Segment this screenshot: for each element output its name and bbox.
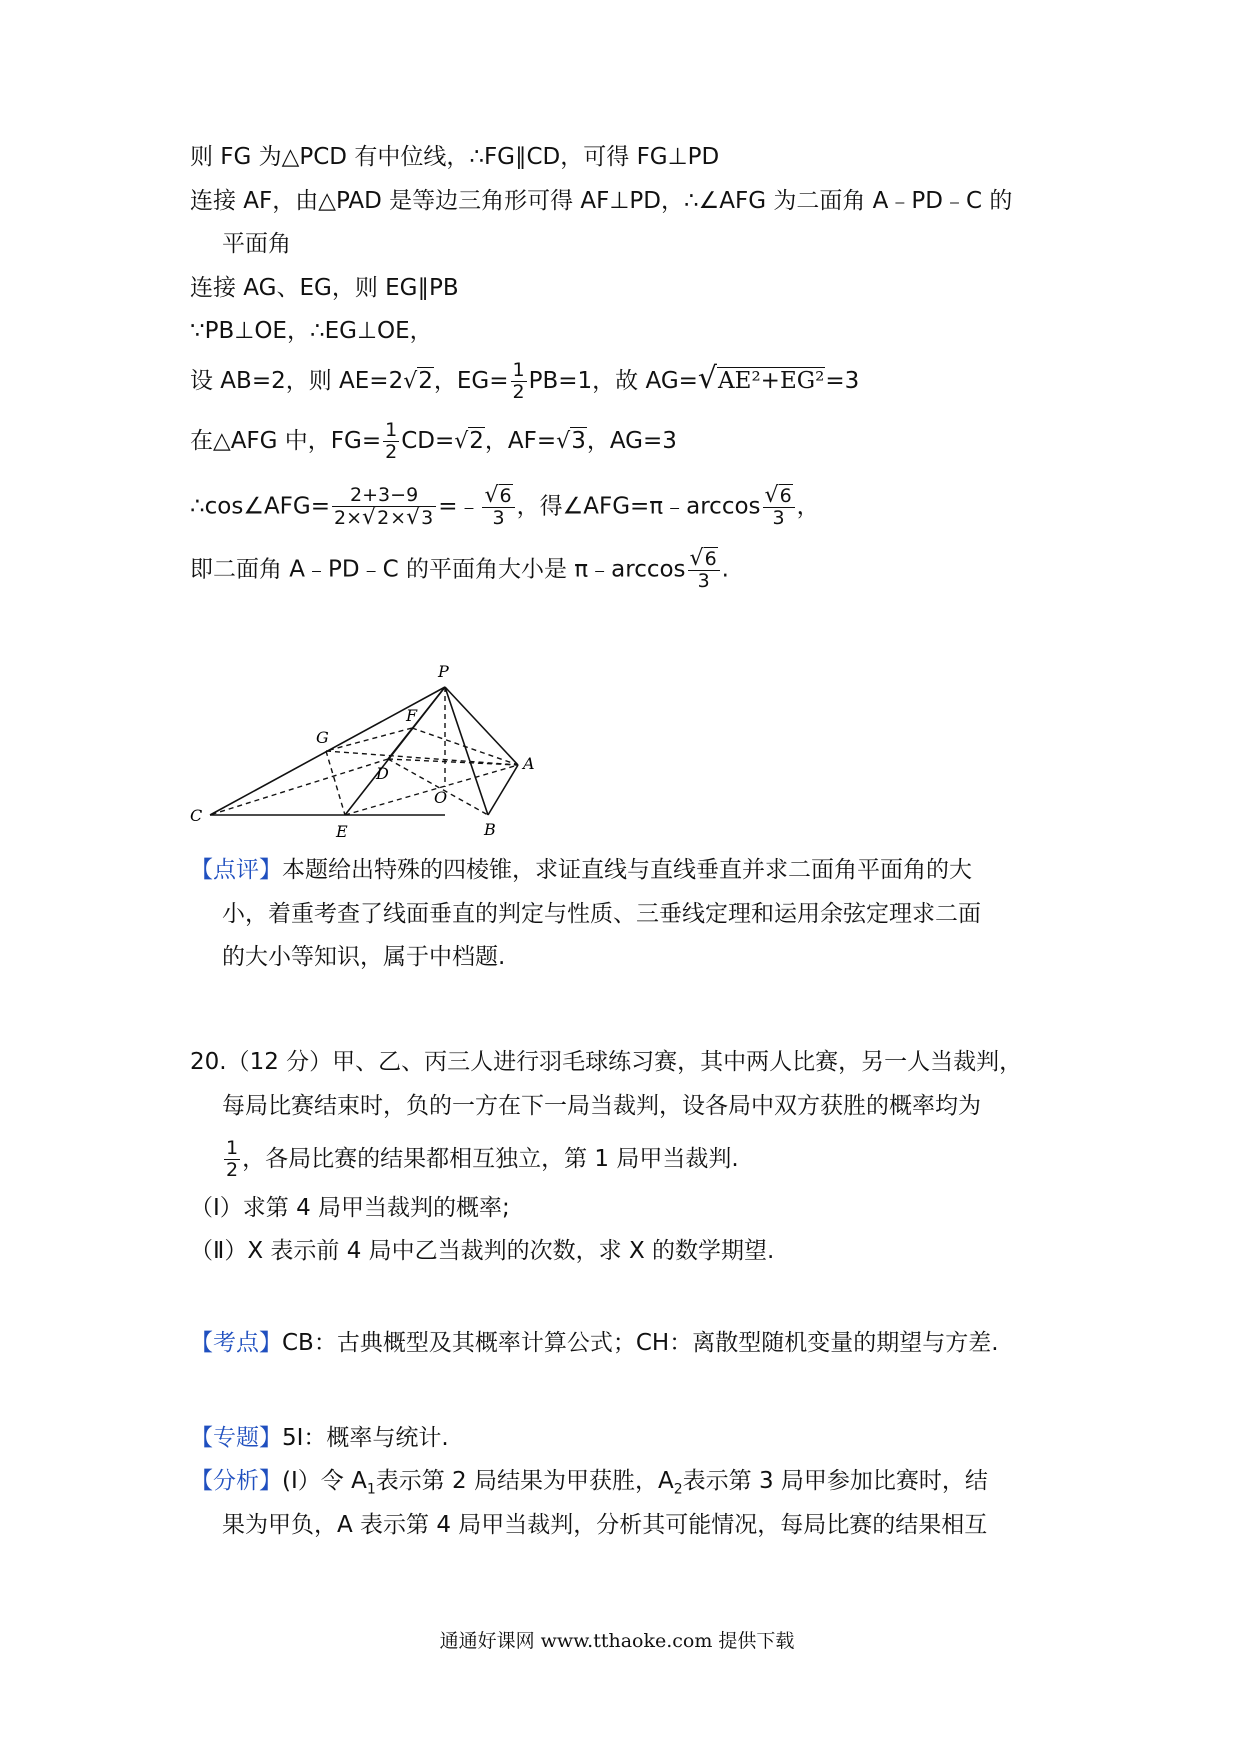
label-D: D xyxy=(376,764,389,783)
fenxi-line-2: 果为甲负，A 表示第 4 局甲当裁判，分析其可能情况，每局比赛的结果相互 xyxy=(222,1512,988,1538)
label-F: F xyxy=(406,706,418,725)
cos-fraction: $\frac{2+3-9}{2\times√2\times√3}$ xyxy=(332,485,436,529)
sqrt6-over-3: $\frac{√6}{3}$ xyxy=(763,485,795,529)
solution-line-4: ∵PB⊥OE，∴EG⊥OE， xyxy=(190,318,433,344)
zhuanti-tag: 【专题】 xyxy=(190,1425,282,1451)
fenxi-line-1: 【分析】(I）令 $A_1$表示第 2 局结果为甲获胜，$A_2$表示第 3 局甲参加比赛时，结 xyxy=(190,1468,988,1498)
sqrt-2: √2 xyxy=(403,368,433,394)
solution-line-7: ∴cos∠AFG= $\frac{2+3-9}{2\times√2\times√3}$ =﹣ $\frac{√6}{3}$ ，得∠AFG=π﹣arccos $\frac{√6}{3}$ ， xyxy=(190,483,820,530)
review-line-2: 小，着重考查了线面垂直的判定与性质、三垂线定理和运用余弦定理求二面 xyxy=(222,901,981,927)
review-line-3: 的大小等知识，属于中档题. xyxy=(222,944,506,970)
solution-line-3: 连接 AG、EG，则 EG∥PB xyxy=(190,275,459,301)
solution-line-2b: 平面角 xyxy=(222,231,291,257)
fraction-one-half: $\frac{1}{2}$ xyxy=(226,1137,239,1181)
question-20-part-2: （Ⅱ）X 表示前 4 局中乙当裁判的次数，求 X 的数学期望. xyxy=(190,1238,775,1264)
kaodian-line: 【考点】CB：古典概型及其概率计算公式；CH：离散型随机变量的期望与方差. xyxy=(190,1330,999,1356)
kaodian-tag: 【考点】 xyxy=(190,1330,282,1356)
question-20-line-3: $\frac{1}{2}$ ，各局比赛的结果都相互独立，第 1 局甲当裁判. xyxy=(226,1137,739,1181)
solution-line-6: 在△AFG 中，FG= $\frac{1}{2}$ CD=√2，AF=√3，AG=3 xyxy=(190,419,677,463)
label-B: B xyxy=(484,820,496,839)
label-A: A xyxy=(523,754,535,773)
label-G: G xyxy=(316,728,329,747)
question-20-line-2: 每局比赛结束时，负的一方在下一局当裁判，设各局中双方获胜的概率均为 xyxy=(222,1093,981,1119)
question-20-line-1: 20.（12 分）甲、乙、丙三人进行羽毛球练习赛，其中两人比赛，另一人当裁判， xyxy=(190,1049,1023,1075)
sqrt-3: √3 xyxy=(556,428,586,454)
fraction-one-half: $\frac{1}{2}$ xyxy=(385,419,398,463)
solution-line-2: 连接 AF，由△PAD 是等边三角形可得 AF⊥PD，∴∠AFG 为二面角 A﹣PD﹣C 的 xyxy=(190,188,1013,214)
review-line-1: 【点评】本题给出特殊的四棱锥，求证直线与直线垂直并求二面角平面角的大 xyxy=(190,857,972,883)
sqrt-2: √2 xyxy=(454,428,484,454)
pyramid-figure xyxy=(180,655,580,845)
solution-line-8: 即二面角 A﹣PD﹣C 的平面角大小是 π﹣arccos $\frac{√6}{3}$ . xyxy=(190,546,729,592)
label-O: O xyxy=(434,788,448,807)
fraction-one-half: $\frac{1}{2}$ xyxy=(512,359,525,403)
zhuanti-line: 【专题】5I：概率与统计. xyxy=(190,1425,449,1451)
fenxi-tag: 【分析】 xyxy=(190,1468,282,1494)
question-20-part-1: （Ⅰ）求第 4 局甲当裁判的概率; xyxy=(190,1195,510,1221)
solution-line-1: 则 FG 为△PCD 有中位线，∴FG∥CD，可得 FG⊥PD xyxy=(190,144,720,170)
review-tag: 【点评】 xyxy=(190,857,282,883)
label-C: C xyxy=(190,806,203,825)
solution-line-5: 设 AB=2，则 AE=2√2，EG= $\frac{1}{2}$ PB=1，故 AG=√AE²+EG²=3 xyxy=(190,359,860,403)
label-E: E xyxy=(336,822,348,841)
sqrt6-over-3: $\frac{√6}{3}$ xyxy=(482,485,514,529)
sqrt-ae-eg: √AE²+EG² xyxy=(697,361,825,396)
sqrt6-over-3: $\frac{√6}{3}$ xyxy=(688,548,720,592)
page-footer: 通通好课网 www.tthaoke.com 提供下载 xyxy=(439,1630,795,1652)
label-P: P xyxy=(438,662,449,681)
